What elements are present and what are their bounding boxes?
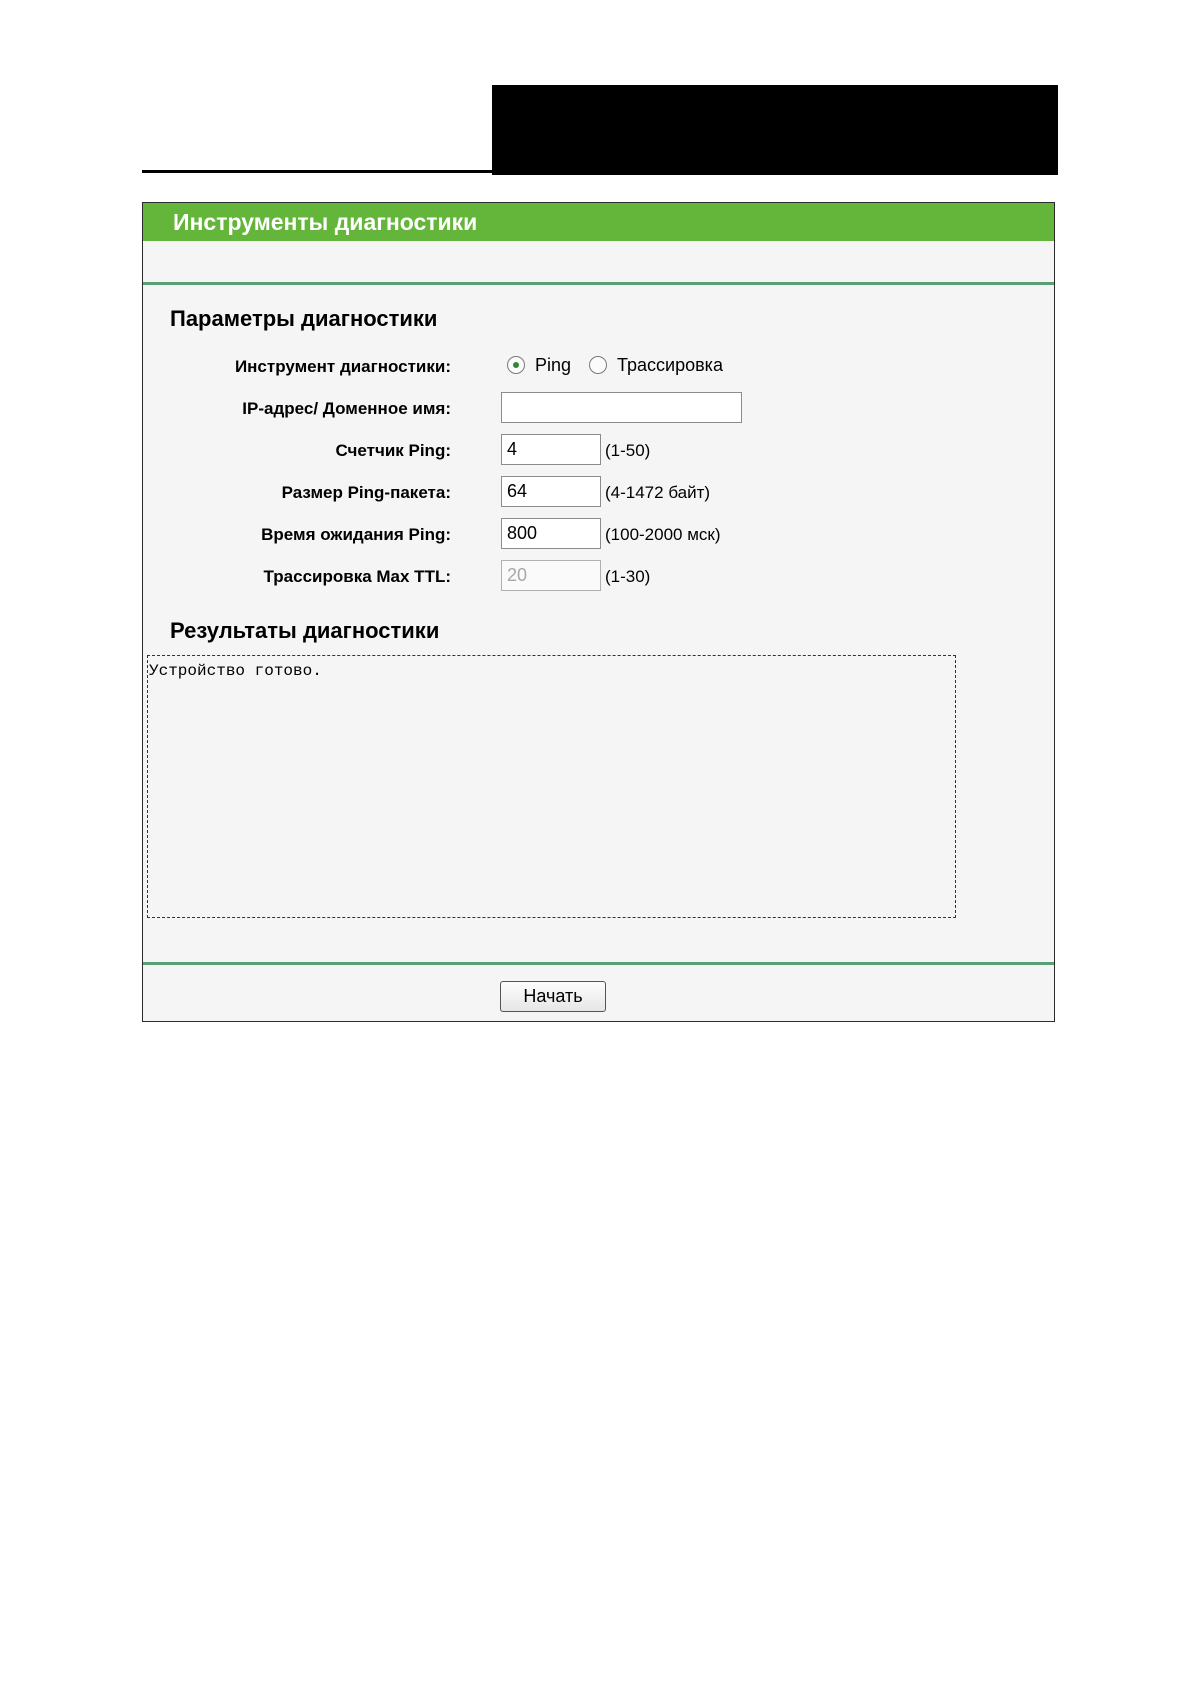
ping-count-input[interactable] bbox=[501, 434, 601, 465]
timeout-label: Время ожидания Ping: bbox=[261, 525, 451, 544]
panel-titlebar bbox=[143, 203, 1054, 241]
ping-count-hint: (1-50) bbox=[605, 441, 651, 460]
packet-size-label: Размер Ping-пакета: bbox=[281, 483, 451, 502]
document-header-bar bbox=[492, 85, 1058, 175]
timeout-input[interactable] bbox=[501, 518, 601, 549]
ip-address-input[interactable] bbox=[501, 392, 742, 423]
document-header-rule bbox=[142, 170, 492, 173]
results-section-title: Результаты диагностики bbox=[170, 618, 440, 643]
packet-size-hint: (4-1472 байт) bbox=[605, 483, 711, 502]
radio-traceroute-label[interactable]: Трассировка bbox=[617, 355, 723, 375]
radio-traceroute[interactable] bbox=[589, 356, 607, 374]
packet-size-input[interactable] bbox=[501, 476, 601, 507]
timeout-hint: (100-2000 мск) bbox=[605, 525, 721, 544]
separator-bottom bbox=[143, 962, 1054, 965]
results-output[interactable]: Устройство готово. bbox=[147, 655, 956, 918]
tool-label: Инструмент диагностики: bbox=[234, 357, 451, 376]
params-section-title: Параметры диагностики bbox=[170, 306, 438, 331]
radio-ping-label[interactable]: Ping bbox=[535, 355, 572, 375]
radio-ping[interactable] bbox=[507, 356, 525, 374]
diagnostics-panel bbox=[142, 202, 1055, 1022]
start-button[interactable]: Начать bbox=[500, 981, 606, 1012]
ip-label: IP-адрес/ Доменное имя: bbox=[242, 399, 451, 418]
separator-top bbox=[143, 282, 1054, 285]
max-ttl-hint: (1-30) bbox=[605, 567, 651, 586]
panel-title: Инструменты диагностики bbox=[173, 209, 478, 235]
tool-radio-group bbox=[507, 355, 741, 375]
max-ttl-input[interactable] bbox=[501, 560, 601, 591]
max-ttl-label: Трассировка Max TTL: bbox=[263, 567, 451, 586]
ping-count-label: Счетчик Ping: bbox=[335, 441, 451, 460]
